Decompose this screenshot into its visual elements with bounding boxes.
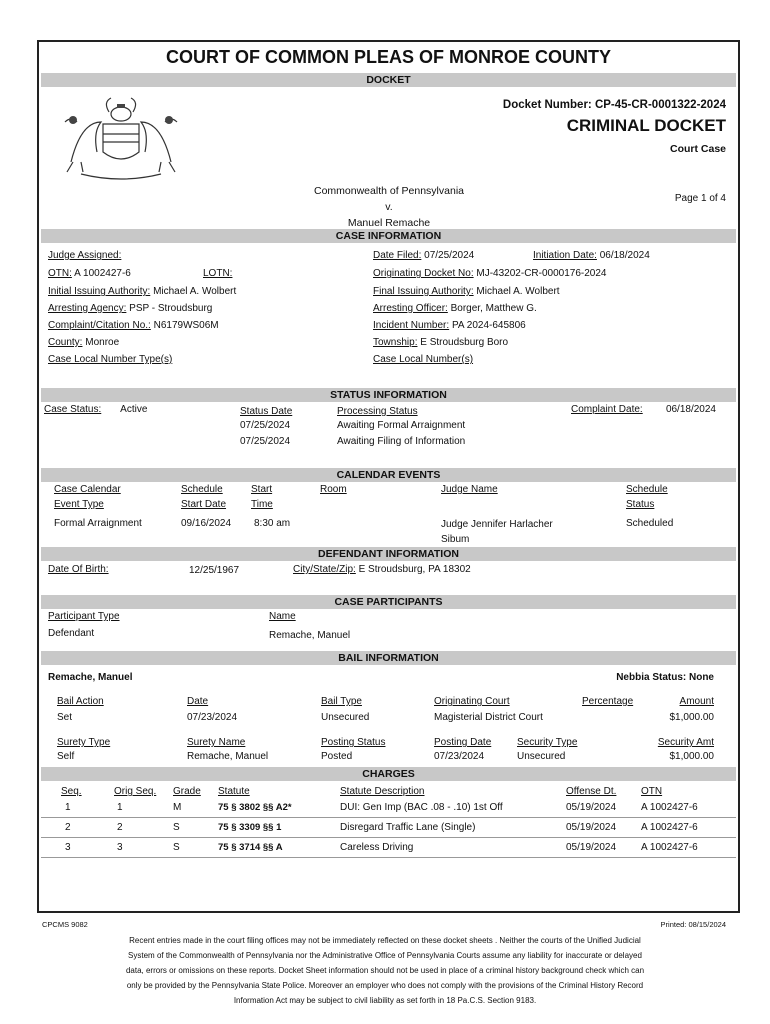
arresting-officer [373, 303, 537, 314]
security-type-label: Security Type [517, 737, 578, 748]
disclaimer-line-1: Recent entries made in the court filing offices may not be immediately reflected on these docket sheets . Neither the courts of the Unified Judicial [129, 936, 641, 945]
charge-2-seq: 2 [65, 822, 71, 833]
calendar-col-status-2: Status [626, 499, 655, 510]
complaint-number [48, 320, 219, 331]
bail-amount-label: Amount [679, 696, 714, 707]
charge-2-otn: A 1002427-6 [641, 822, 698, 833]
status-row-1-date: 07/25/2024 [240, 420, 291, 431]
bail-amount: $1,000.00 [669, 712, 714, 723]
initial-authority-value: Michael A. Wolbert [153, 286, 237, 297]
calendar-judge-line-2: Sibum [441, 534, 470, 545]
charge-2-description: Disregard Traffic Lane (Single) [340, 822, 476, 833]
calendar-start-date: 09/16/2024 [181, 518, 232, 529]
calendar-col-start-2: Time [251, 499, 273, 510]
incident-number [373, 320, 526, 331]
participant-type-label: Participant Type [48, 611, 120, 622]
county-value: Monroe [85, 337, 120, 348]
charge-3-grade: S [173, 842, 180, 853]
surety-type: Self [57, 751, 75, 762]
charge-2-grade: S [173, 822, 180, 833]
charge-3-orig-seq: 3 [117, 842, 123, 853]
charges-col-orig-seq: Orig Seq. [114, 786, 157, 797]
calendar-col-judge: Judge Name [441, 484, 498, 495]
incident-number-label: Incident Number: [373, 320, 450, 331]
charge-3-offense-date: 05/19/2024 [566, 842, 617, 853]
posting-date-label: Posting Date [434, 737, 492, 748]
charge-1-statute: 75 § 3802 §§ A2* [218, 802, 292, 813]
originating-docket [373, 268, 606, 279]
participant-name: Remache, Manuel [269, 630, 351, 641]
court-title: COURT OF COMMON PLEAS OF MONROE COUNTY [166, 47, 611, 67]
case-local-number-type [48, 354, 172, 365]
incident-number-value: PA 2024-645806 [451, 320, 526, 331]
charge-2-orig-seq: 2 [117, 822, 123, 833]
processing-status-label: Processing Status [337, 406, 418, 417]
case-status-value: Active [120, 404, 148, 415]
calendar-col-event-1: Case Calendar [54, 484, 121, 495]
final-authority-value: Michael A. Wolbert [476, 286, 560, 297]
disclaimer [70, 933, 700, 1008]
otn-label: OTN: [48, 268, 72, 279]
page-number: Page 1 of 4 [674, 193, 726, 204]
date-filed-label: Date Filed: [373, 250, 422, 261]
bail-date: 07/23/2024 [187, 712, 238, 723]
calendar-judge-line-1: Judge Jennifer Harlacher [441, 519, 553, 530]
docket-page [37, 40, 740, 913]
county-label: County: [48, 337, 83, 348]
disclaimer-line-3: data, errors or omissions on these reports. Docket Sheet information should not be used in place of a criminal history background check which can [125, 966, 645, 975]
charge-2-offense-date: 05/19/2024 [566, 822, 617, 833]
percentage-label: Percentage [582, 696, 634, 707]
calendar-col-event-2: Event Type [54, 499, 104, 510]
security-amt-label: Security Amt [657, 737, 714, 748]
complaint-number-label: Complaint/Citation No.: [48, 320, 151, 331]
county [48, 337, 119, 348]
township-value: E Stroudsburg Boro [420, 337, 509, 348]
bail-action: Set [57, 712, 73, 723]
charge-2-statute: 75 § 3309 §§ 1 [218, 822, 282, 833]
charge-3-seq: 3 [65, 842, 71, 853]
charges-col-statute: Statute [218, 786, 250, 797]
charge-row-divider [41, 817, 736, 818]
final-authority-label: Final Issuing Authority: [373, 286, 474, 297]
calendar-status: Scheduled [626, 518, 674, 529]
status-row-2-status: Awaiting Filing of Information [337, 436, 466, 447]
posting-status: Posted [321, 751, 353, 762]
calendar-col-sched-1: Schedule [181, 484, 223, 495]
docket-number: Docket Number: CP-45-CR-0001322-2024 [502, 99, 726, 111]
charge-3-description: Careless Driving [340, 842, 414, 853]
disclaimer-line-2: System of the Commonwealth of Pennsylvania nor the Administrative Office of Pennsylvania Courts assume any liability for inaccurate or delayed [128, 951, 642, 960]
date-filed [373, 250, 474, 261]
initiation-date [533, 250, 650, 261]
charges-col-description: Statute Description [340, 786, 425, 797]
calendar-col-sched-2: Start Date [181, 499, 227, 510]
bail-information-header: BAIL INFORMATION [41, 651, 736, 665]
charge-3-otn: A 1002427-6 [641, 842, 698, 853]
complaint-number-value: N6179WS06M [153, 320, 219, 331]
bail-type: Unsecured [321, 712, 370, 723]
initiation-date-label: Initiation Date: [533, 250, 597, 261]
judge-assigned-label [48, 250, 121, 261]
township-label: Township: [373, 337, 418, 348]
disclaimer-line-4: only be provided by the Pennsylvania State Police. Moreover an employer who does not comply with the provisions of the Criminal History Record [126, 981, 644, 990]
complaint-date-value: 06/18/2024 [665, 404, 716, 415]
originating-court-label: Originating Court [434, 696, 510, 707]
township [373, 337, 508, 348]
charge-1-offense-date: 05/19/2024 [566, 802, 617, 813]
bail-action-label: Bail Action [57, 696, 104, 707]
charge-3-statute: 75 § 3714 §§ A [218, 842, 283, 853]
calendar-start-time: 8:30 am [254, 518, 291, 529]
case-local-numbers [373, 354, 473, 365]
posting-status-label: Posting Status [321, 737, 386, 748]
charges-header: CHARGES [41, 767, 736, 781]
judge-assigned-label-text: Judge Assigned: [48, 250, 122, 261]
form-id: CPCMS 9082 [42, 920, 88, 929]
charges-col-grade: Grade [173, 786, 201, 797]
pennsylvania-coat-of-arms-seal [51, 92, 191, 182]
calendar-events-header: CALENDAR EVENTS [41, 468, 736, 482]
defendant-city-value: E Stroudsburg, PA 18302 [358, 564, 471, 575]
docket-type: CRIMINAL DOCKET [566, 116, 726, 135]
dob-value: 12/25/1967 [189, 565, 240, 576]
arresting-officer-label: Arresting Officer: [373, 303, 448, 314]
case-status [44, 404, 147, 415]
originating-docket-label: Originating Docket No: [373, 268, 474, 279]
charge-1-seq: 1 [65, 802, 71, 813]
final-authority [373, 286, 560, 297]
caption-versus: v. [385, 201, 393, 213]
calendar-col-room: Room [320, 484, 347, 495]
otn-value: A 1002427-6 [74, 268, 131, 279]
dob-label: Date Of Birth: [48, 564, 109, 575]
arresting-officer-value: Borger, Matthew G. [450, 303, 537, 314]
originating-court: Magisterial District Court [434, 712, 543, 723]
surety-name-label: Surety Name [187, 737, 246, 748]
caption-plaintiff: Commonwealth of Pennsylvania [314, 185, 464, 197]
charge-1-description: DUI: Gen Imp (BAC .08 - .10) 1st Off [340, 802, 503, 813]
case-information-header: CASE INFORMATION [41, 229, 736, 243]
calendar-col-status-1: Schedule [626, 484, 668, 495]
charges-col-otn: OTN [641, 786, 663, 797]
printed-date: Printed: 08/15/2024 [660, 920, 726, 929]
charge-row-divider [41, 857, 736, 858]
participant-name-label: Name [269, 611, 296, 622]
participant-type: Defendant [48, 628, 95, 639]
security-amt: $1,000.00 [669, 751, 714, 762]
charge-row-divider [41, 837, 736, 838]
posting-date: 07/23/2024 [434, 751, 485, 762]
disclaimer-line-5: Information Act may be subject to civil liability as set forth in 18 Pa.C.S. Section 9183. [233, 996, 537, 1005]
arresting-agency-value: PSP - Stroudsburg [129, 303, 213, 314]
complaint-date [571, 404, 643, 415]
arresting-agency-label: Arresting Agency: [48, 303, 127, 314]
date-filed-value: 07/25/2024 [424, 250, 475, 261]
caption-defendant: Manuel Remache [347, 217, 431, 229]
arresting-agency [48, 303, 212, 314]
bail-person: Remache, Manuel [48, 672, 133, 683]
calendar-col-start-1: Start [251, 484, 273, 495]
bail-type-label: Bail Type [321, 696, 362, 707]
surety-type-label: Surety Type [57, 737, 111, 748]
case-status-label: Case Status: [44, 404, 102, 415]
status-information-header: STATUS INFORMATION [41, 388, 736, 402]
initial-authority [48, 286, 236, 297]
charges-col-seq: Seq. [61, 786, 82, 797]
charge-1-orig-seq: 1 [117, 802, 123, 813]
court-case-label: Court Case [669, 143, 726, 155]
case-local-numbers-label: Case Local Number(s) [373, 354, 474, 365]
nebbia-status: Nebbia Status: None [616, 672, 714, 683]
complaint-date-label: Complaint Date: [571, 404, 643, 415]
case-caption [289, 183, 489, 231]
calendar-event-type: Formal Arraignment [54, 518, 142, 529]
defendant-city [293, 564, 471, 575]
status-date-label: Status Date [240, 406, 293, 417]
originating-docket-value: MJ-43202-CR-0000176-2024 [476, 268, 607, 279]
case-local-number-type-label: Case Local Number Type(s) [48, 354, 173, 365]
docket-header: DOCKET [41, 73, 736, 87]
case-participants-header: CASE PARTICIPANTS [41, 595, 736, 609]
status-row-2-date: 07/25/2024 [240, 436, 291, 447]
charge-1-grade: M [173, 802, 182, 813]
lotn [203, 268, 232, 279]
initiation-date-value: 06/18/2024 [599, 250, 650, 261]
otn [48, 268, 131, 279]
bail-date-label: Date [187, 696, 209, 707]
lotn-label: LOTN: [203, 268, 233, 279]
status-row-1-status: Awaiting Formal Arraignment [337, 420, 466, 431]
security-type: Unsecured [517, 751, 566, 762]
surety-name: Remache, Manuel [187, 751, 269, 762]
initial-authority-label: Initial Issuing Authority: [48, 286, 151, 297]
charge-1-otn: A 1002427-6 [641, 802, 698, 813]
defendant-information-header: DEFENDANT INFORMATION [41, 547, 736, 561]
defendant-city-label: City/State/Zip: [293, 564, 356, 575]
charges-col-offense-date: Offense Dt. [566, 786, 617, 797]
